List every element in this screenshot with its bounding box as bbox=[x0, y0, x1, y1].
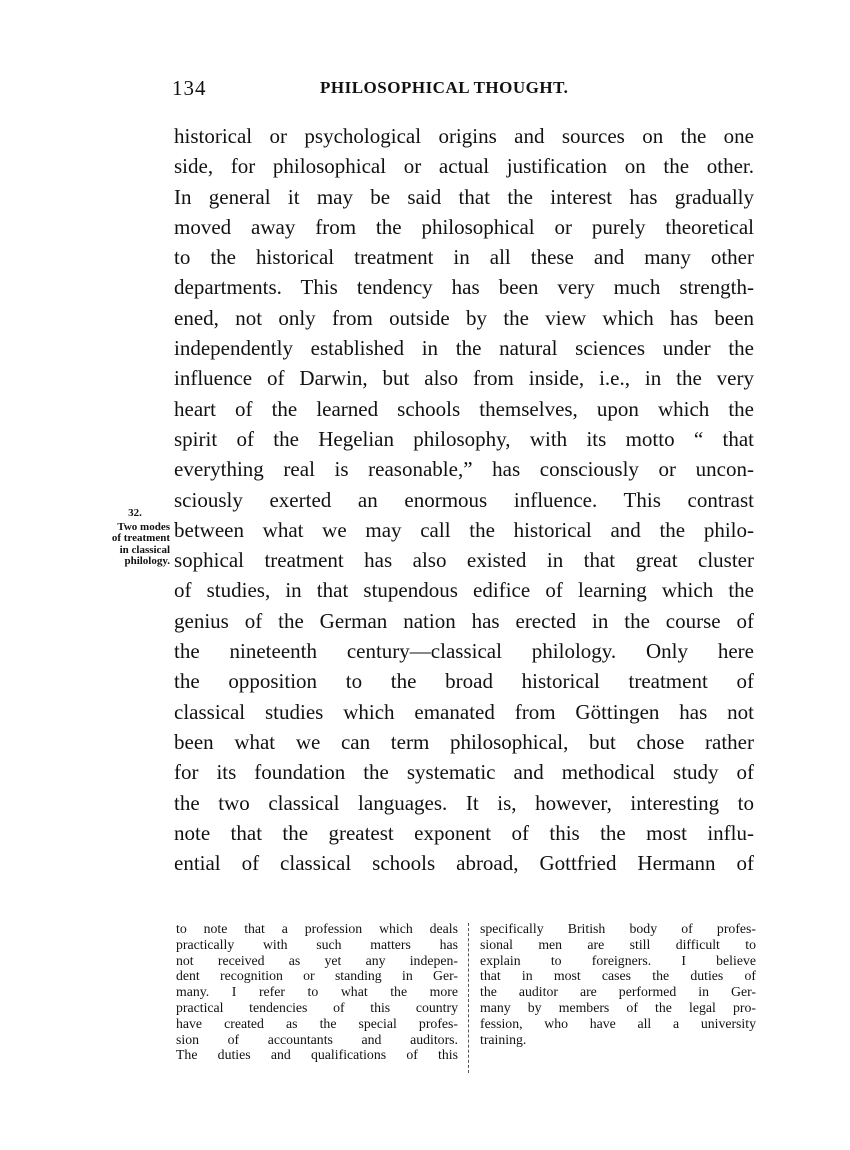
body-line: everything real is reasonable,” has consciously or uncon- bbox=[174, 457, 754, 482]
footnote-line: many. I refer to what the more bbox=[176, 984, 458, 1000]
footnote-line: that in most cases the duties of bbox=[480, 968, 756, 984]
body-line: historical or psychological origins and sources on the one bbox=[174, 124, 754, 148]
footnote-line: The duties and qualifications of this bbox=[176, 1047, 458, 1063]
body-line: influence of Darwin, but also from inside, i.e., in the very bbox=[174, 366, 754, 391]
body-line: the opposition to the broad historical treatment of bbox=[174, 669, 754, 694]
margin-note bbox=[86, 508, 170, 568]
body-line: the nineteenth century—classical philology. Only here bbox=[174, 639, 754, 664]
margin-note-line: Two modes bbox=[117, 520, 170, 533]
body-line: to the historical treatment in all these and many other bbox=[174, 245, 754, 270]
footnote-line: the auditor are performed in Ger- bbox=[480, 984, 756, 1000]
margin-note-line: of treatment bbox=[111, 532, 170, 544]
body-text bbox=[174, 121, 754, 878]
margin-note-number: 32. bbox=[128, 507, 142, 519]
body-line: moved away from the philosophical or purely theoretical bbox=[174, 214, 754, 239]
footnote-line: have created as the special profes- bbox=[176, 1015, 458, 1031]
body-line: spirit of the Hegelian philosophy, with its motto “ that bbox=[174, 426, 754, 451]
body-line: been what we can term philosophical, but chose rather bbox=[174, 729, 754, 754]
body-line: ened, not only from outside by the view which has been bbox=[174, 305, 754, 330]
footnote bbox=[176, 921, 756, 1081]
footnote-line: explain to foreigners. I believe bbox=[480, 952, 756, 968]
footnote-line: practical tendencies of this country bbox=[176, 999, 458, 1015]
body-line: for its foundation the systematic and methodical study of bbox=[174, 760, 754, 785]
footnote-right-column bbox=[480, 921, 756, 1047]
footnote-left-column bbox=[176, 921, 458, 1063]
margin-note-line: philology. bbox=[124, 555, 170, 567]
body-line: genius of the German nation has erected in the course of bbox=[174, 608, 754, 633]
page-header bbox=[172, 76, 754, 102]
body-line: note that the greatest exponent of this the most influ- bbox=[174, 820, 754, 845]
body-line: between what we may call the historical and the philo- bbox=[174, 517, 754, 542]
body-line: ential of classical schools abroad, Gottfried Hermann of bbox=[174, 851, 754, 876]
body-line: classical studies which emanated from Göttingen has not bbox=[174, 699, 754, 724]
margin-note-line: in classical bbox=[119, 543, 170, 556]
footnote-line: sional men are still difficult to bbox=[480, 936, 756, 952]
footnote-line: fession, who have all a university bbox=[480, 1015, 756, 1031]
page-number: 134 bbox=[172, 76, 207, 100]
body-line: In general it may be said that the interest has gradually bbox=[174, 184, 754, 209]
body-line: sophical treatment has also existed in that great cluster bbox=[174, 548, 754, 573]
body-line: of studies, in that stupendous edifice of learning which the bbox=[174, 578, 754, 603]
footnote-line: dent recognition or standing in Ger- bbox=[176, 968, 458, 984]
body-line: departments. This tendency has been very much strength- bbox=[174, 275, 754, 300]
footnote-line: practically with such matters has bbox=[176, 936, 458, 952]
body-line: side, for philosophical or actual justification on the other. bbox=[174, 154, 754, 179]
footnote-line: many by members of the legal pro- bbox=[480, 999, 756, 1015]
footnote-line: training. bbox=[480, 1031, 527, 1047]
footnote-line: specifically British body of profes- bbox=[480, 921, 756, 936]
footnote-line: not received as yet any indepen- bbox=[176, 952, 458, 968]
body-line: the two classical languages. It is, however, interesting to bbox=[174, 790, 754, 815]
body-line: sciously exerted an enormous influence. This contrast bbox=[174, 487, 754, 512]
running-title: PHILOSOPHICAL THOUGHT. bbox=[320, 78, 569, 97]
footnote-line: sion of accountants and auditors. bbox=[176, 1031, 458, 1047]
column-divider bbox=[468, 923, 469, 1073]
body-line: independently established in the natural sciences under the bbox=[174, 336, 754, 361]
footnote-line: to note that a profession which deals bbox=[176, 921, 458, 936]
body-line: heart of the learned schools themselves, upon which the bbox=[174, 396, 754, 421]
